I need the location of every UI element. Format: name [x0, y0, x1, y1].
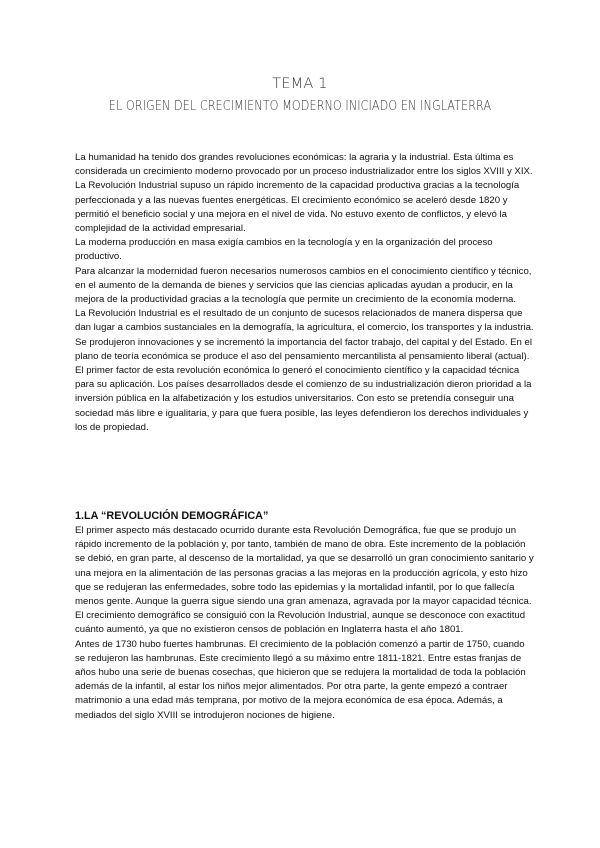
paragraph: El crecimiento demográfico se consiguió con la Revolución Industrial, aunque se desconoce con exactitud cuánto aumentó, ya que no existieron censos de población en Inglaterra hasta el año 1801.	[75, 610, 526, 636]
paragraph: La moderna producción en masa exigía cambios en la tecnología y en la organización del proceso productivo.	[75, 237, 493, 263]
paragraph: Para alcanzar la modernidad fueron necesarios numerosos cambios en el conocimiento científico y técnico, en el aumento de la demanda de bienes y servicios que las ciencias aplicadas ayudan a producir, en la mejora de la productividad gracias a la tecnología que permite un crecimiento de la economía moderna.	[75, 265, 532, 306]
section-heading: 1.LA “REVOLUCIÓN DEMOGRÁFICA”	[75, 510, 269, 522]
paragraph: El primer factor de esta revolución económica lo generó el conocimiento científico y la capacidad técnica para su aplicación. Los países desarrollados desde el comienzo de su industrialización dieron prioridad a la inversión pública en la alfabetización y los estudios universitarios. Con esto se pretendía conseguir una sociedad más libre e igualitaria, y para que fuera posible, las leyes defendieron los derechos individuales y los de propiedad.	[75, 365, 532, 433]
paragraph: Se produjeron innovaciones y se incrementó la importancia del factor trabajo, del capital y del Estado. En el plano de teoría económica se produce el aso del pensamiento mercantilista al pensamiento liberal (actual).	[75, 336, 533, 362]
paragraph: La Revolución Industrial es el resultado de un conjunto de sucesos relacionados de manera dispersa que dan lugar a cambios sustanciales en la demografía, la agricultura, el comercio, los transportes y la industria.	[75, 308, 534, 334]
chapter-title: EL ORIGEN DEL CRECIMIENTO MODERNO INICIADO EN INGLATERRA	[108, 99, 492, 114]
paragraph: La Revolución Industrial supuso un rápido incremento de la capacidad productiva gracias a la tecnología perfeccionada y a las nuevas fuentes energéticas. El crecimiento económico se aceleró desde 1820 y permitió el beneficio social y una mejora en el nivel de vida. No estuvo exento de conflictos, y elevó la complejidad de la actividad empresarial.	[75, 180, 520, 235]
paragraph: La humanidad ha tenido dos grandes revoluciones económicas: la agraria y la industrial. Esta última es considerada un crecimiento moderno provocado por un proceso industrializador entre los siglos XVIII y XIX.	[75, 152, 533, 178]
section-demografia	[75, 509, 537, 723]
document-header	[0, 74, 600, 120]
chapter-number: TEMA 1	[272, 76, 328, 92]
intro-text	[75, 151, 537, 435]
paragraph: Antes de 1730 hubo fuertes hambrunas. El crecimiento de la población comenzó a partir de 1750, cuando se redujeron las hambrunas. Este crecimiento llegó a su máximo entre 1811-1821. Entre estas franjas de años hubo una serie de buenas cosechas, que hicieron que se redujera la mortalidad de toda la población además de la infantil, al estar los niños mejor alimentados. Por otra parte, la gente empezó a contraer matrimonio a una edad más temprana, por motivo de la mejora económica de esa época. Además, a mediados del siglo XVIII se introdujeron nociones de higiene.	[75, 638, 526, 721]
paragraph: El primer aspecto más destacado ocurrido durante esta Revolución Demográfica, fue que se produjo un rápido incremento de la población y, por tanto, también de mano de obra. Este incremento de la población se debió, en gran parte, al descenso de la mortalidad, ya que se desarrolló un gran conocimiento sanitario y una mejora en la alimentación de las personas gracias a las mejoras en la producción agrícola, y esto hizo que se redujeran las enfermedades, sobre todo las epidemias y la mortalidad infantil, por lo que fallecía menos gente. Aunque la guerra sigue siendo una gran amenaza, agravada por la mayor capacidad técnica.	[75, 525, 534, 608]
